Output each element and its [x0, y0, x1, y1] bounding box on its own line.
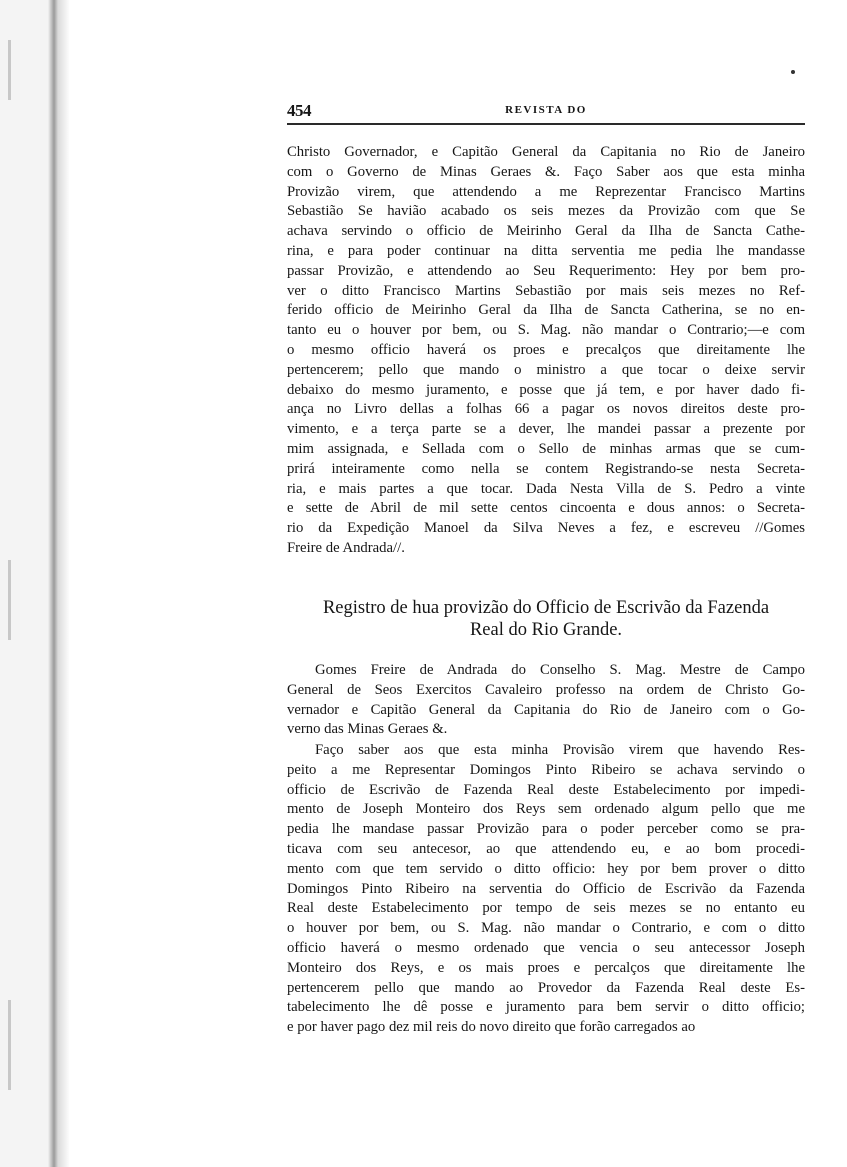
text-line: tanto eu o houver por bem, ou S. Mag. não mandar o Contrario;—e com [287, 322, 805, 339]
text-line: verno das Minas Geraes &. [287, 721, 448, 738]
text-line: ver o ditto Francisco Martins Sebastião por mais seis mezes no Ref- [287, 282, 805, 299]
text-line: ria, e mais partes a que tocar. Dada Nesta Villa de S. Pedro a vinte [287, 480, 805, 497]
text-line: peito a me Representar Domingos Pinto Ribeiro se achava servindo o [287, 761, 805, 778]
text-line: ticava com seu antecesor, ao que attendendo eu, e ao bom procedi- [287, 840, 805, 857]
text-line: achava servindo o officio de Meirinho Geral da Ilha de Sancta Cathe- [287, 223, 805, 240]
gutter-mark [8, 1000, 11, 1090]
header-rule [287, 123, 805, 128]
text-line: mim assignada, e Sellada com o Sello de minhas armas que se cum- [287, 440, 805, 457]
text-line: rio da Expedição Manoel da Silva Neves a fez, e escreveu //Gomes [287, 520, 805, 537]
page-header [287, 101, 805, 121]
text-line: Monteiro dos Reys, e os mais proes e percalços que direitamente lhe [287, 959, 805, 976]
paragraph-preamble [287, 661, 805, 740]
gutter-mark [8, 560, 11, 640]
text-line: Registro de hua provizão do Officio de Escrivão da Fazenda [322, 598, 770, 618]
text-line: com o Governo de Minas Geraes &. Faço Saber aos que esta minha [287, 163, 805, 180]
text-line: e sette de Abril de mil sette centos cincoenta e dous annos: o Secreta- [287, 500, 805, 517]
text-line: General de Seos Exercitos Cavaleiro professo na ordem de Christo Go- [287, 681, 805, 698]
text-line: Freire de Andrada//. [287, 539, 405, 556]
text-line: officio haverá o mesmo ordenado que vencia o seu antecessor Joseph [287, 939, 805, 956]
text-line: mento com que tem servido o ditto officio: hey por bem prover o ditto [287, 860, 805, 877]
gutter-mark [8, 40, 11, 100]
text-line: debaixo do mesmo juramento, e posse que já tem, e por haver dado fi- [287, 381, 805, 398]
paragraph-body [287, 741, 805, 1038]
text-line: Provizão virem, que attendendo a me Reprezentar Francisco Martins [287, 183, 805, 200]
page-number: 454 [287, 101, 311, 120]
text-line: ança no Livro dellas a folhas 66 a pagar os novos direitos deste pro- [287, 401, 805, 418]
text-line: mento de Joseph Monteiro dos Reys sem ordenado algum pello que me [287, 801, 805, 818]
text-line: o mesmo officio haverá os proes e precalços que direitamente lhe [287, 341, 805, 358]
text-line: tabelecimento lhe dê posse e juramento para bem servir o ditto officio; [287, 999, 805, 1016]
text-line: pertencerem pello que mando ao Provedor da Fazenda Real deste Es- [287, 979, 805, 996]
text-line: Real do Rio Grande. [469, 620, 623, 640]
text-line: Domingos Pinto Ribeiro na serventia do Officio de Escrivão da Fazenda [287, 880, 805, 897]
text-line: vernador e Capitão General da Capitania do Rio de Janeiro com o Go- [287, 701, 805, 718]
ink-speck [791, 70, 795, 74]
text-line: Gomes Freire de Andrada do Conselho S. Mag. Mestre de Campo [315, 662, 805, 678]
text-line: Christo Governador, e Capitão General da Capitania no Rio de Janeiro [287, 144, 805, 160]
text-line: Faço saber aos que esta minha Provisão virem que havendo Res- [315, 742, 805, 758]
text-line: pertencerem; pello que mando o ministro a que tocar o deixe servir [287, 361, 805, 378]
text-line: ferido officio de Meirinho Geral da Ilha de Sancta Catherina, se no en- [287, 302, 805, 319]
text-line: rina, e para poder continuar na ditta serventia me pedia lhe mandasse [287, 242, 805, 259]
text-line: Sebastião Se havião acabado os seis mezes da Provizão com que Se [287, 203, 805, 220]
text-line: Real deste Estabelecimento por tempo de seis mezes se no entanto eu [287, 900, 805, 917]
section-title [287, 597, 805, 641]
text-line: officio de Escrivão de Fazenda Real deste Estabelecimento por impedi- [287, 781, 805, 798]
text-line: vimento, e a terça parte se a dever, lhe mandei passar a prezente por [287, 421, 805, 438]
book-gutter-shadow [0, 0, 70, 1167]
text-line: passar Provizão, e attendendo ao Seu Requerimento: Hey por bem pro- [287, 262, 805, 279]
text-line: e por haver pago dez mil reis do novo direito que forão carregados ao [287, 1019, 696, 1036]
text-line: o houver por bem, ou S. Mag. não mandar o Contrario, e com o ditto [287, 920, 805, 937]
paragraph-continuation [287, 143, 805, 559]
text-line: pedia lhe mandase passar Provizão para o poder perceber como se pra- [287, 821, 805, 838]
running-head: REVISTA DO [505, 104, 587, 116]
text-line: prirá inteiramente como nella se contem Registrando-se nesta Secreta- [287, 460, 805, 477]
